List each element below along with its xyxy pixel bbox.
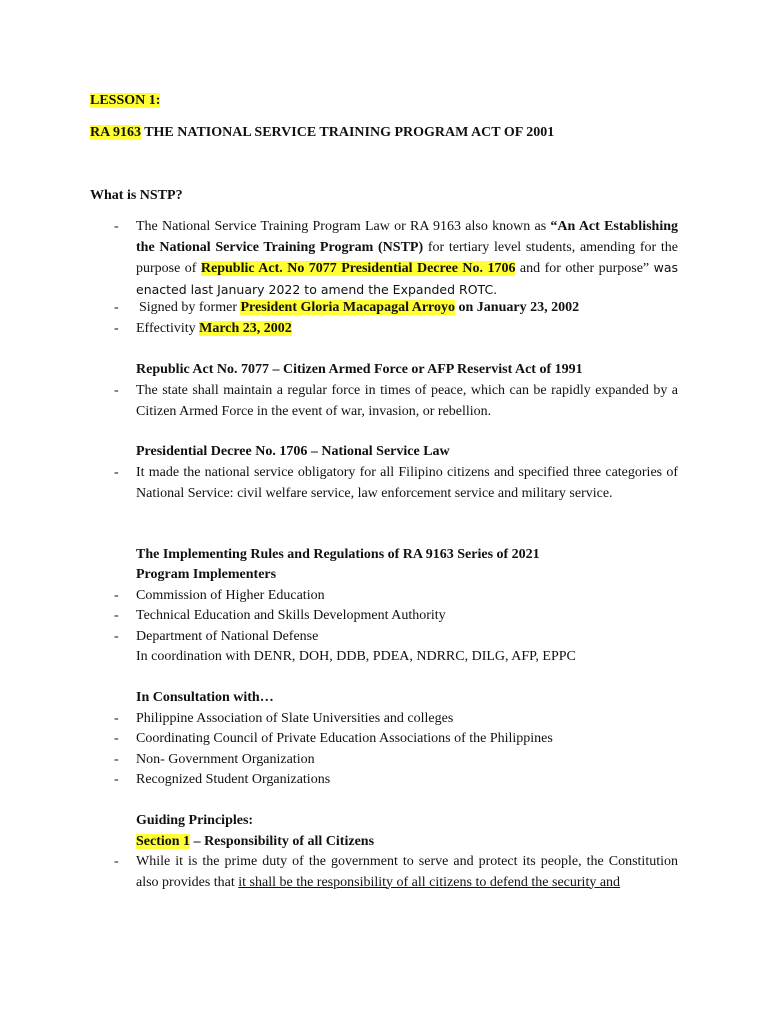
bullet-dash: - <box>114 608 119 623</box>
bullet-dash: - <box>114 772 119 787</box>
president-highlight: President Gloria Macapagal Arroyo <box>240 300 455 315</box>
bullet-dash: - <box>114 711 119 726</box>
bullet-dash: - <box>114 300 119 315</box>
list-item: Technical Education and Skills Development Authority <box>136 608 446 623</box>
list-item: Recognized Student Organizations <box>136 772 331 787</box>
signed-line: Signed by former President Gloria Macapagal Arroyo on January 23, 2002 <box>139 300 580 315</box>
list-item: Philippine Association of Slate Universities and colleges <box>136 711 454 726</box>
pd1706-heading: Presidential Decree No. 1706 – National Service Law <box>136 444 450 459</box>
document-title: RA 9163 THE NATIONAL SERVICE TRAINING PROGRAM ACT OF 2001 <box>90 125 555 140</box>
effectivity-date-highlight: March 23, 2002 <box>199 321 292 336</box>
list-item: Commission of Higher Education <box>136 588 325 603</box>
ra7077-pd1706-highlight: Republic Act. No 7077 Presidential Decree No. 1706 <box>200 261 516 276</box>
bullet-dash: - <box>114 383 119 398</box>
bullet-dash: - <box>114 752 119 767</box>
list-item: Department of National Defense <box>136 629 319 644</box>
ra7077-heading: Republic Act No. 7077 – Citizen Armed Force or AFP Reservist Act of 1991 <box>136 362 583 377</box>
nstp-definition: The National Service Training Program Law or RA 9163 also known as “An Act Establishing the National Service Training Program (NSTP) for tertiary level students, amending for the purpose of Republic Act. No 7077 Presidential Decree No. 1706 and for other purpose” was enacted last January 2022 to amend the Expanded ROTC. <box>136 219 678 297</box>
guiding-principles-heading: Guiding Principles: <box>136 813 254 828</box>
bullet-dash: - <box>114 854 119 869</box>
irr-heading: The Implementing Rules and Regulations of RA 9163 Series of 2021 <box>136 547 540 562</box>
title-ra-highlight: RA 9163 <box>90 125 141 140</box>
ra7077-text: The state shall maintain a regular force in times of peace, which can be rapidly expanded by a Citizen Armed Force in the event of war, invasion, or rebellion. <box>136 383 678 419</box>
bullet-dash: - <box>114 588 119 603</box>
section1-text: While it is the prime duty of the government to serve and protect its people, the Constitution also provides that it shall be the responsibility of all citizens to defend the security and <box>136 854 678 890</box>
list-item: Coordinating Council of Private Education Associations of the Philippines <box>136 731 553 746</box>
bullet-dash: - <box>114 219 119 234</box>
lesson-label: LESSON 1: <box>90 93 161 108</box>
consultation-heading: In Consultation with… <box>136 690 274 705</box>
effectivity-line: Effectivity March 23, 2002 <box>136 321 292 336</box>
section1-heading: Section 1 – Responsibility of all Citizens <box>136 834 375 849</box>
bullet-dash: - <box>114 629 119 644</box>
bullet-dash: - <box>114 321 119 336</box>
program-implementers-heading: Program Implementers <box>136 567 277 582</box>
bullet-dash: - <box>114 731 119 746</box>
list-item: Non- Government Organization <box>136 752 315 767</box>
section1-highlight: Section 1 <box>136 834 191 849</box>
what-is-heading: What is NSTP? <box>90 188 183 203</box>
pd1706-text: It made the national service obligatory for all Filipino citizens and specified three categories of National Service: civil welfare service, law enforcement service and military service. <box>136 465 678 501</box>
coordination-line: In coordination with DENR, DOH, DDB, PDEA, NDRRC, DILG, AFP, EPPC <box>136 649 576 664</box>
bullet-dash: - <box>114 465 119 480</box>
